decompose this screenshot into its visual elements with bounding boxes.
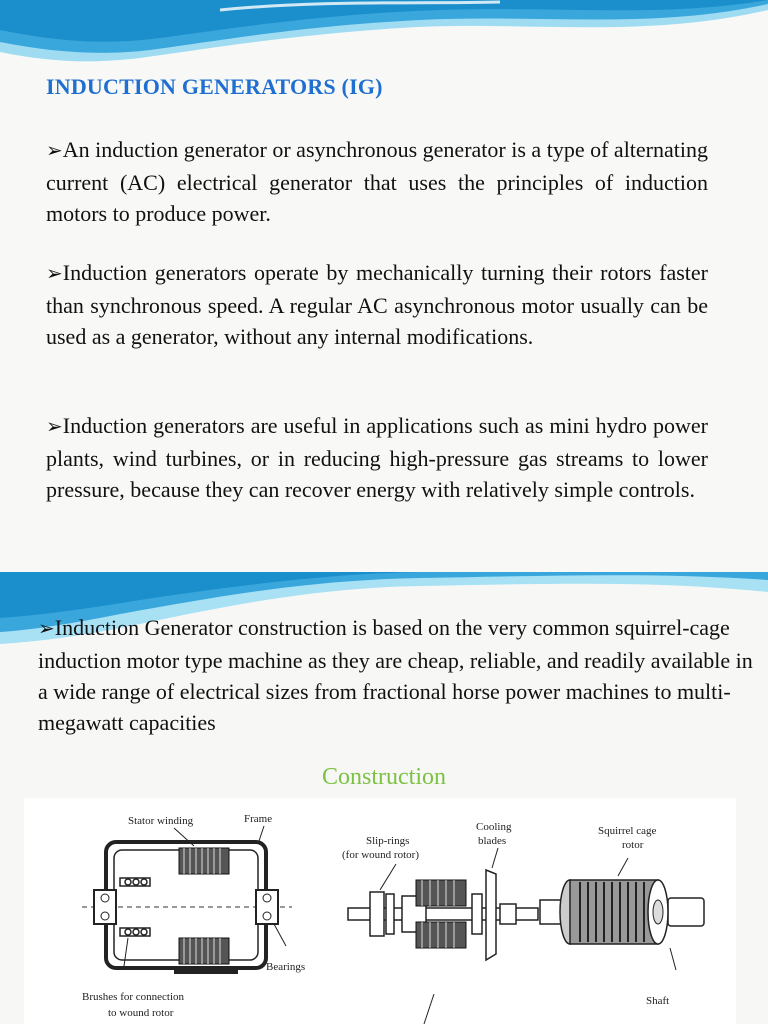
label-cooling-line2: blades — [478, 835, 507, 847]
label-bearings: Bearings — [266, 961, 306, 973]
construction-diagram — [24, 798, 736, 1024]
slide-1-header-wave — [0, 0, 768, 70]
slide-title: INDUCTION GENERATORS (IG) — [46, 74, 383, 99]
construction-figure — [24, 798, 736, 1024]
bullet-arrow-icon: ➢ — [46, 263, 63, 285]
rotor-shaft-end — [668, 898, 704, 926]
cooling-blades — [486, 870, 496, 960]
wound-rotor-diagram — [348, 848, 538, 1024]
paragraph-3 — [46, 410, 708, 505]
stator-winding-bottom — [179, 938, 229, 964]
squirrel-cage-rotor-diagram — [540, 858, 704, 970]
label-squirrel-cage-line1: Squirrel cage — [598, 825, 657, 837]
label-slip-rings-line2: (for wound rotor) — [342, 849, 419, 861]
paragraph-1 — [46, 134, 708, 229]
label-squirrel-cage-line2: rotor — [622, 839, 644, 851]
label-cooling-line1: Cooling — [476, 821, 512, 833]
paragraph-4-text: Induction Generator construction is based on the very common squirrel-cage induction motor type machine as they are cheap, reliable, and readily available in a wide range of electrical sizes from fractional horse power machines to multi-megawatt capacities — [38, 615, 753, 735]
label-frame: Frame — [244, 813, 273, 825]
label-slip-rings-line1: Slip-rings — [366, 835, 410, 847]
rotor-winding-top — [416, 880, 466, 906]
paragraph-2 — [46, 257, 708, 352]
slip-ring-2 — [386, 894, 394, 934]
machine-base — [174, 968, 238, 974]
bullet-arrow-icon: ➢ — [38, 618, 55, 640]
paragraph-4 — [38, 612, 758, 738]
bullet-arrow-icon: ➢ — [46, 416, 63, 438]
stator-frame-diagram — [82, 826, 292, 974]
label-shaft: Shaft — [646, 995, 670, 1007]
slip-ring-1 — [370, 892, 384, 936]
paragraph-1-text: An induction generator or asynchronous generator is a type of alternating current (AC) electrical generator that uses the principles of induction motors to produce power. — [46, 137, 708, 226]
label-stator-winding: Stator winding — [128, 815, 194, 827]
label-brushes-line1: Brushes for connection — [82, 991, 185, 1003]
construction-heading: Construction — [322, 764, 446, 790]
slide-2 — [0, 572, 768, 1024]
bullet-arrow-icon: ➢ — [46, 140, 63, 162]
stator-winding-top — [179, 848, 229, 874]
rotor-winding-bottom — [416, 922, 466, 948]
paragraph-2-text: Induction generators operate by mechanically turning their rotors faster than synchronous speed. A regular AC asynchronous motor usually can be used as a generator, without any internal modifications. — [46, 260, 708, 349]
paragraph-3-text: Induction generators are useful in applications such as mini hydro power plants, wind turbines, or in reducing high-pressure gas streams to lower pressure, because they can recover energy with relatively simple controls. — [46, 413, 708, 502]
label-brushes-line2: to wound rotor — [108, 1007, 174, 1019]
